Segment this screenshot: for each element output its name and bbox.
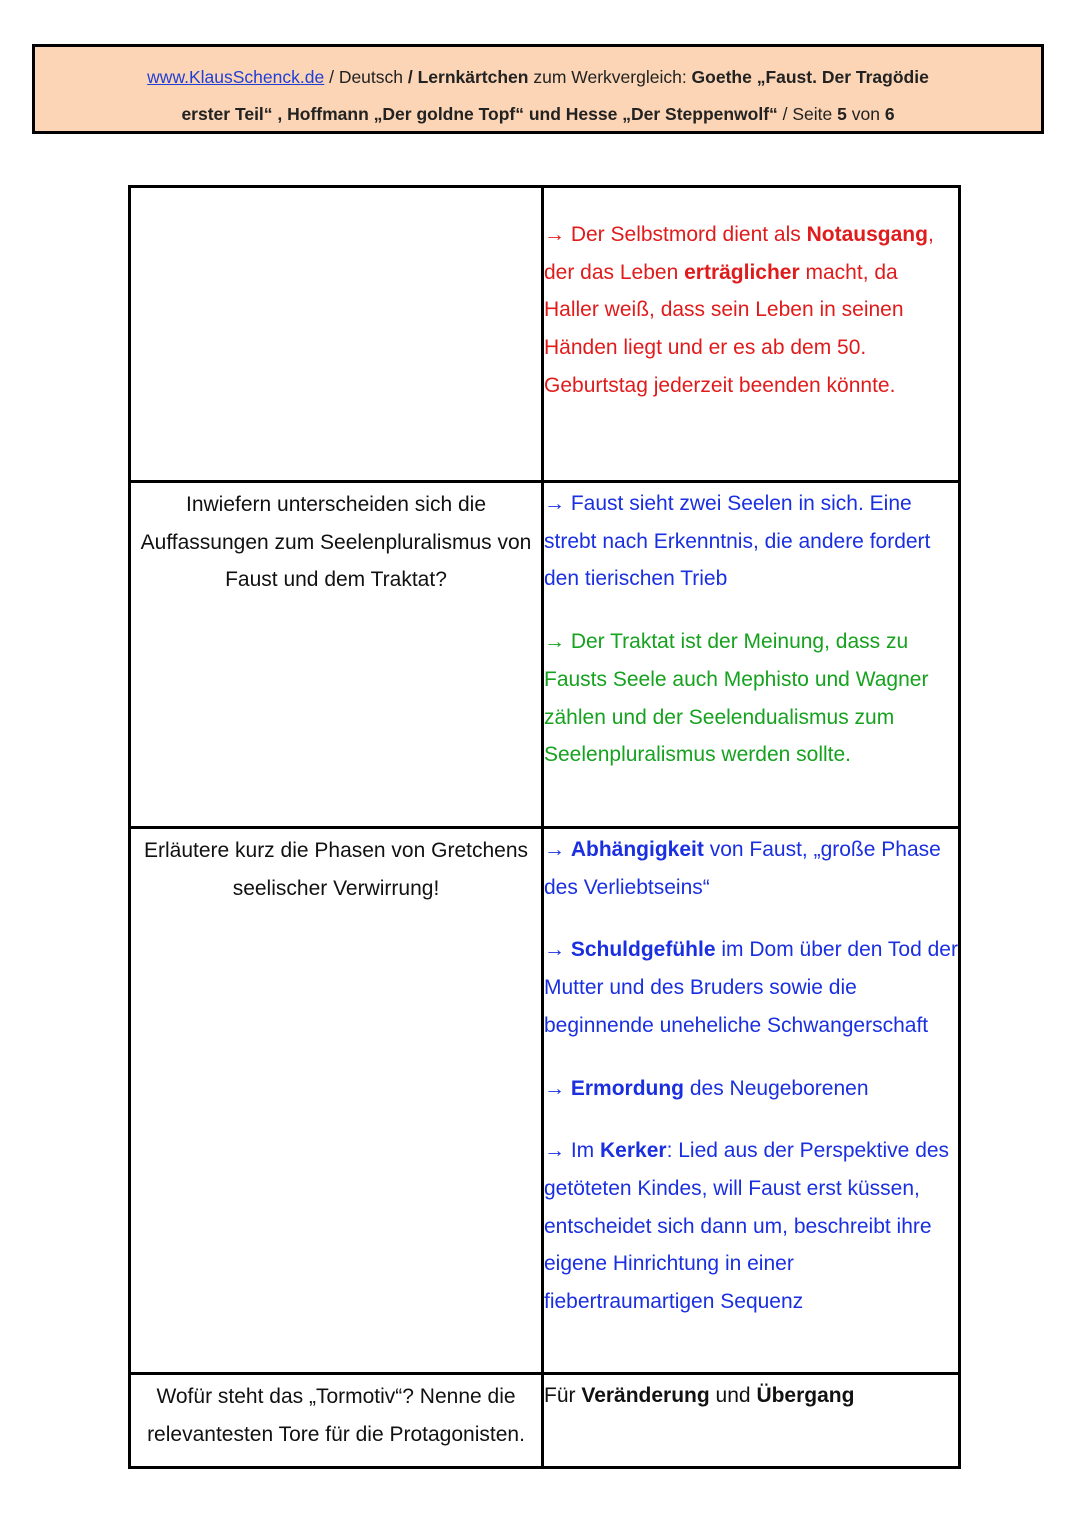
doc-kind-rest: zum Werkvergleich: — [528, 67, 692, 87]
answer-cell — [543, 828, 960, 1374]
subject: Deutsch — [338, 67, 404, 87]
answer-text: → Faust sieht zwei Seelen in sich. Eine strebt nach Erkenntnis, die andere fordert den tierischen Trieb — [544, 492, 931, 591]
arrow: → — [544, 938, 571, 962]
doc-kind: Lernkärtchen — [417, 67, 529, 87]
page-total: 6 — [884, 104, 895, 124]
keyword: Abhängigkeit — [570, 838, 704, 861]
answer-text — [544, 1070, 958, 1108]
keyword: Übergang — [756, 1384, 855, 1407]
flashcard-table — [128, 185, 961, 1469]
keyword: erträglicher — [684, 260, 800, 284]
card-row — [130, 828, 960, 1374]
separator: / — [403, 67, 418, 87]
arrow: → Im — [544, 1139, 600, 1163]
answer-text — [544, 1377, 958, 1415]
keyword: Ermordung — [570, 1076, 685, 1100]
keyword: Kerker — [600, 1139, 667, 1163]
card-row — [130, 482, 960, 828]
answer-cell — [543, 1374, 960, 1468]
answer-part: → Der Selbstmord dient als — [544, 223, 807, 246]
answer-part: im Dom über den Tod der Mutter und des Bruders sowie die beginnende uneheliche Schwangerschaft — [544, 938, 958, 1037]
doc-title-part-2: erster Teil“ , Hoffmann „Der goldne Topf“ und Hesse „Der Steppenwolf“ — [181, 104, 778, 124]
answer-cell — [543, 482, 960, 828]
header-line-1 — [35, 67, 1041, 88]
answer-part: des Neugeborenen — [684, 1076, 869, 1100]
question-cell: Inwiefern unterscheiden sich die Auffassungen zum Seelenpluralismus von Faust und dem Traktat? — [130, 482, 543, 828]
answer-part: von Faust, „große Phase des Verliebtseins“ — [544, 838, 941, 899]
separator: / — [324, 67, 339, 87]
answer-text: → Der Traktat ist der Meinung, dass zu Fausts Seele auch Mephisto und Wagner zählen und der Seelendualismus zum Seelenpluralismus werden sollte. — [544, 630, 929, 767]
answer-text — [544, 931, 958, 1044]
answer-text — [544, 216, 958, 405]
answer-text — [544, 1132, 958, 1321]
arrow: → — [544, 838, 571, 861]
keyword: Veränderung — [581, 1384, 710, 1407]
page-prefix: / Seite — [777, 104, 838, 124]
answer-part: und — [709, 1384, 757, 1407]
question-cell: Wofür steht das „Tormotiv“? Nenne die relevantesten Tore für die Protagonisten. — [130, 1374, 543, 1468]
answer-part: , der das Leben — [544, 223, 934, 284]
card-row — [130, 187, 960, 482]
doc-title-part-1: Goethe „Faust. Der Tragödie — [691, 67, 929, 87]
page-header — [32, 44, 1044, 134]
question-cell: Erläutere kurz die Phasen von Gretchens seelischer Verwirrung! — [130, 828, 543, 1374]
question-cell — [130, 187, 543, 482]
keyword: Notausgang — [806, 223, 928, 246]
page-of: von — [846, 104, 885, 124]
answer-text — [544, 831, 958, 906]
answer-cell — [543, 187, 960, 482]
site-link[interactable]: www.KlausSchenck.de — [147, 67, 325, 87]
answer-part: : Lied aus der Perspektive des getöteten Kindes, will Faust erst küssen, entscheidet sich dann um, beschreibt ihre eigene Hinrichtung in einer fiebertraumartigen Sequenz — [544, 1139, 950, 1314]
page-current: 5 — [837, 104, 847, 124]
card-row — [130, 1374, 960, 1468]
header-line-2 — [35, 104, 1041, 125]
answer-part: Für — [544, 1384, 582, 1407]
answer-part: macht, da Haller weiß, dass sein Leben in seinen Händen liegt und er es ab dem 50. Geburtstag jederzeit beenden könnte. — [544, 260, 904, 397]
keyword: Schuldgefühle — [570, 938, 716, 962]
arrow: → — [544, 1076, 571, 1100]
